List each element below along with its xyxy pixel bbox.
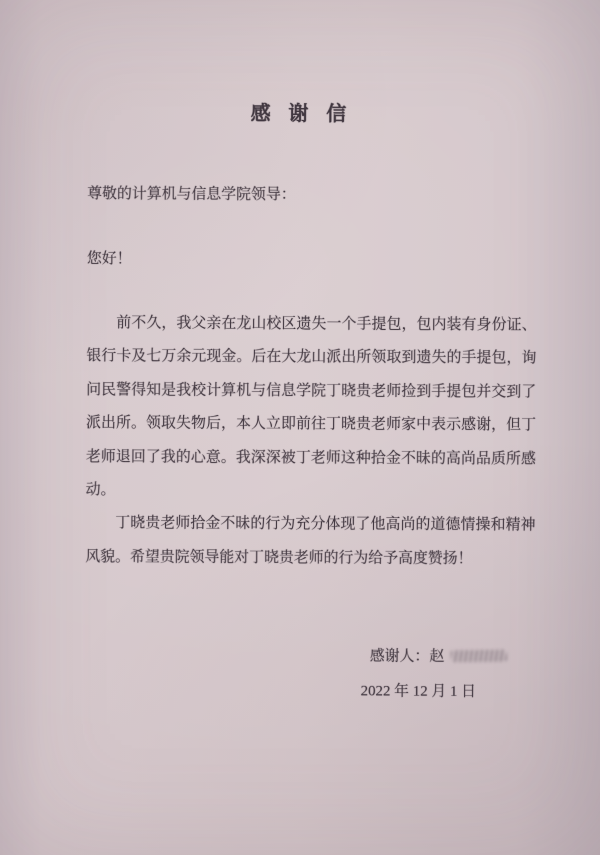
redacted-name — [451, 650, 507, 663]
date-line: 2022 年 12 月 1 日 — [360, 683, 477, 700]
letter-title: 感 谢 信 — [250, 102, 353, 126]
signature-line — [370, 640, 508, 674]
signature-label: 感谢人：赵 — [369, 648, 445, 665]
letter-body — [85, 307, 536, 577]
salutation: 尊敬的计算机与信息学院领导： — [87, 185, 296, 203]
greeting: 您好！ — [86, 250, 132, 268]
body-paragraph-2: 丁晓贵老师拾金不昧的行为充分体现了他高尚的道德情操和精神风貌。希望贵院领导能对丁晓贵老师的行为给予高度赞扬！ — [85, 515, 536, 567]
body-paragraph-1: 前不久，我父亲在龙山校区遗失一个手提包，包内装有身份证、银行卡及七万余元现金。后在大龙山派出所领取到遗失的手提包，询问民警得知是我校计算机与信息学院丁晓贵老师捡到手提包并交到了派出所。领取失物后，本人立即前往丁晓贵老师家中表示感谢，但丁老师退回了我的心意。我深深被丁老师这种拾金不昧的高尚品质所感动。 — [85, 315, 537, 499]
